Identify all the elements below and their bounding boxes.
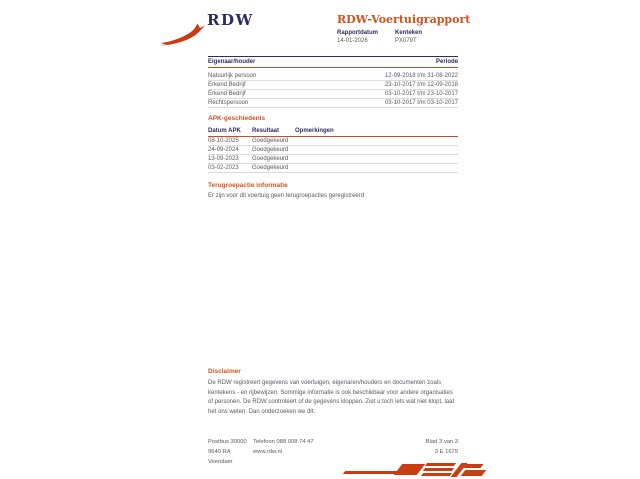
stripe-shape	[423, 468, 454, 471]
report-date-field	[337, 30, 395, 44]
footer-form-code: 3 E 1679	[434, 449, 458, 455]
disclaimer-section	[208, 368, 458, 417]
apk-date: 24-09-2024	[208, 147, 239, 153]
owner-period: 23-10-2017 t/m 12-09-2018	[384, 82, 458, 88]
apk-date-column-header: Datum APK	[208, 128, 241, 134]
owner-period: 12-09-2018 t/m 31-08-2022	[384, 73, 458, 79]
stripe-shape	[461, 470, 487, 476]
table-row	[208, 137, 458, 146]
recall-section-title: Terugroepactie informatie	[208, 182, 288, 189]
owner-column-header: Eigenaar/houder	[208, 59, 256, 65]
apk-result: Goedgekeurd	[252, 156, 289, 162]
owner-type: Erkend Bedrijf	[208, 82, 246, 88]
table-row	[208, 72, 458, 81]
stripe-shape	[463, 464, 483, 468]
page-title: RDW-Voertuigrapport	[337, 13, 471, 26]
footer-city: 9640 RA Veendam	[208, 449, 233, 465]
stripe-shape	[425, 463, 456, 466]
apk-result: Goedgekeurd	[252, 147, 289, 153]
disclaimer-text: De RDW registreert gegevens van voertuigen, eigenaren/houders en documenten zoals kentekens - en rijbewijzen. Sommige informatie is ook beschikbaar voor andere organisaties of personen. De RDW controleert of de gegevens kloppen. Ziet u toch iets wat niet klopt, laat het ons weten. Dan onderzoeken we dit.	[208, 380, 455, 415]
rdw-stripes-graphic-icon	[344, 461, 480, 479]
apk-result: Goedgekeurd	[252, 165, 289, 171]
footer-page-number: Blad 3 van 3	[425, 439, 458, 445]
footer-website: www.rdw.nl	[253, 449, 282, 455]
disclaimer-title: Disclaimer	[208, 368, 241, 375]
owner-table-body	[208, 68, 458, 108]
recall-text: Er zijn voor dit voertuig geen terugroepacties geregistreerd	[208, 193, 365, 199]
owner-type: Rechtspersoon	[208, 100, 249, 106]
license-plate-field	[395, 30, 453, 44]
apk-date: 13-09-2023	[208, 156, 239, 162]
apk-remarks-column-header: Opmerkingen	[295, 128, 334, 134]
owner-type: Natuurlijk persoon	[208, 73, 257, 79]
table-row	[208, 90, 458, 99]
footer-phone: Telefoon 088 008 74 47	[253, 439, 314, 445]
footer-address	[208, 437, 253, 467]
footer-postbus: Postbus 30000	[208, 439, 247, 445]
apk-result: Goedgekeurd	[252, 138, 289, 144]
table-row	[208, 146, 458, 155]
table-row	[208, 155, 458, 164]
report-date-value: 14-01-2026	[337, 38, 368, 44]
table-row	[208, 99, 458, 108]
table-row	[208, 81, 458, 90]
apk-date: 08-10-2025	[208, 138, 239, 144]
stripe-shape	[394, 464, 426, 475]
apk-history-table	[208, 126, 458, 173]
apk-result-column-header: Resultaat	[252, 128, 280, 134]
apk-date: 03-02-2023	[208, 165, 239, 171]
report-meta	[337, 30, 453, 44]
license-plate-value: PX079T	[395, 38, 417, 44]
recall-info-section	[208, 182, 458, 199]
rdw-wordmark: RDW	[207, 11, 254, 29]
owner-history-table	[208, 56, 458, 108]
period-column-header: Periode	[435, 59, 458, 65]
license-plate-label: Kenteken	[395, 30, 423, 36]
apk-section-title: APK-geschiedenis	[208, 115, 266, 122]
rdw-logo-icon	[159, 16, 205, 46]
apk-table-header	[208, 126, 458, 137]
owner-table-header	[208, 57, 458, 68]
stripe-shape	[343, 471, 399, 474]
stripe-shape	[421, 473, 452, 476]
table-row	[208, 164, 458, 173]
owner-period: 03-10-2017 t/m 03-10-2017	[384, 100, 458, 106]
apk-history-section	[208, 115, 458, 173]
report-date-label: Rapportdatum	[337, 30, 378, 36]
owner-period: 03-10-2017 t/m 23-10-2017	[384, 91, 458, 97]
owner-type: Erkend Bedrijf	[208, 91, 246, 97]
